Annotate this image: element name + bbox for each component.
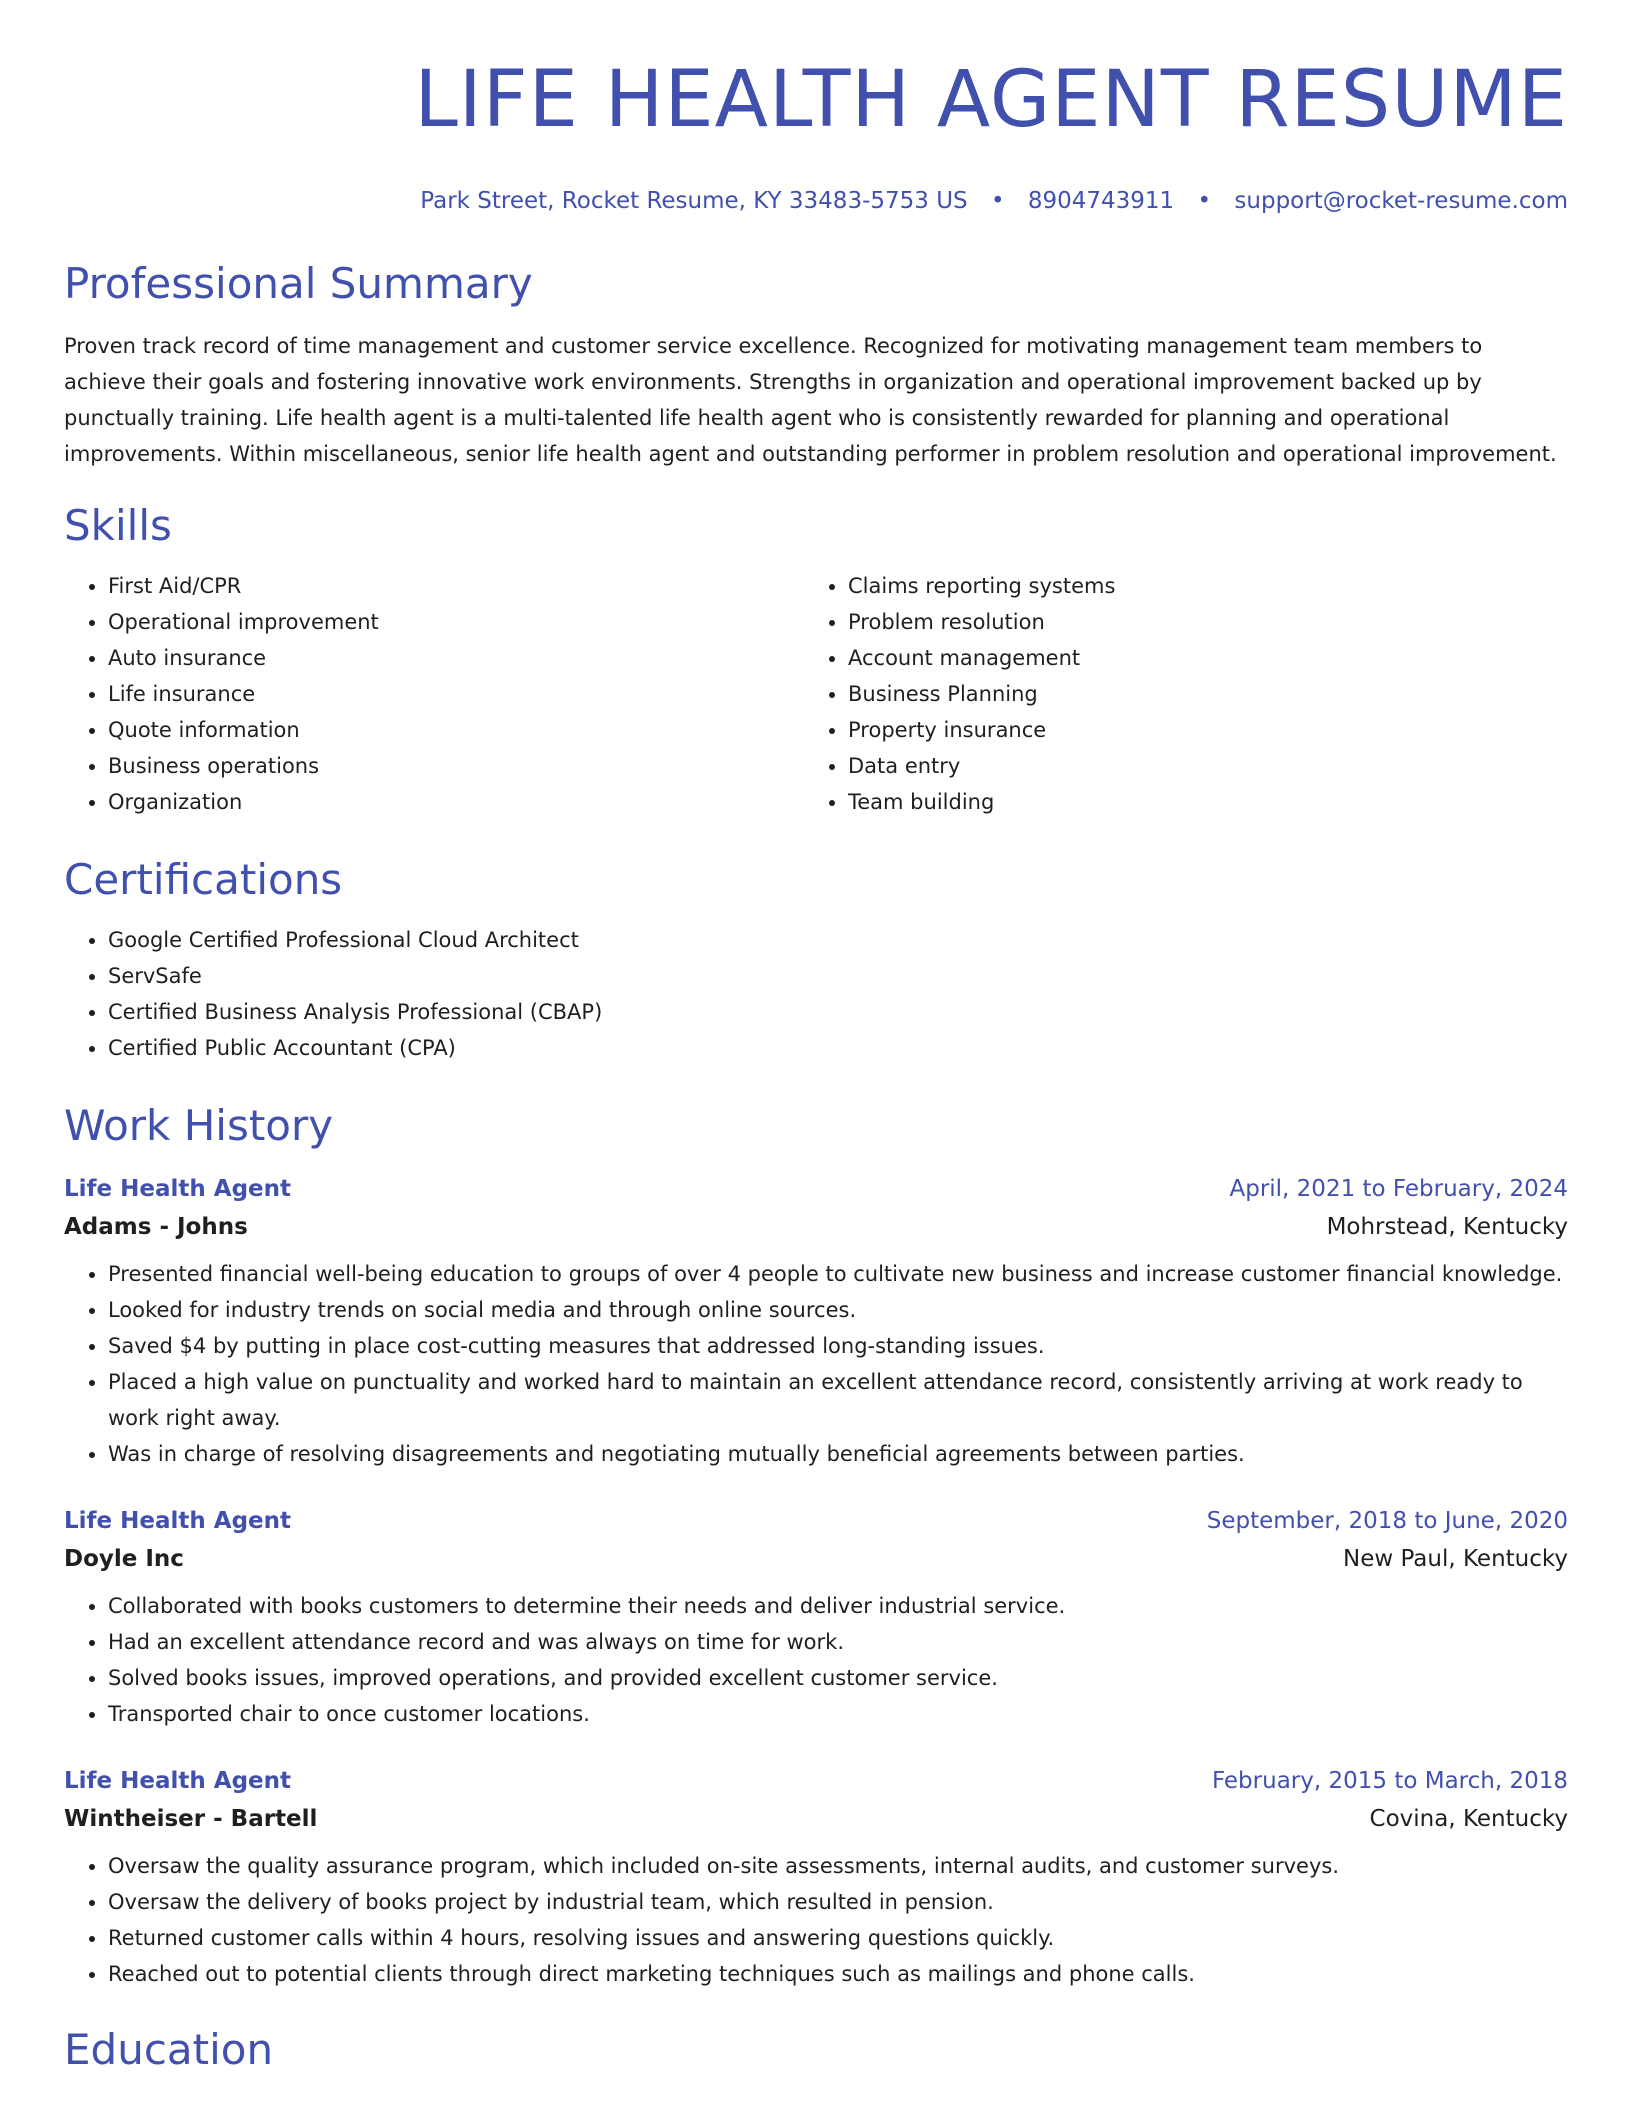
job-title: Life Health Agent	[64, 1768, 292, 1794]
certification-item: • Certified Business Analysis Professional (CBAP)	[108, 994, 1568, 1030]
job-title-row	[64, 1170, 1568, 1208]
skills-list-left	[64, 568, 804, 820]
skill-item: • Team building	[848, 784, 1564, 820]
job-location: Covina, Kentucky	[1369, 1806, 1568, 1832]
skill-item: • Problem resolution	[848, 604, 1564, 640]
job-entry	[64, 1170, 1568, 1472]
job-bullet: • Saved $4 by putting in place cost-cutting measures that addressed long-standing issues.	[108, 1328, 1568, 1364]
resume-title: LIFE HEALTH AGENT RESUME	[414, 55, 1568, 145]
education-section	[64, 2024, 1568, 2076]
education-heading: Education	[64, 2025, 274, 2074]
resume-header	[64, 52, 1568, 216]
job-title: Life Health Agent	[64, 1508, 292, 1534]
job-company-row	[64, 1800, 1568, 1838]
job-bullets	[64, 1256, 1568, 1472]
job-entry	[64, 1762, 1568, 1992]
job-title-row	[64, 1502, 1568, 1540]
job-bullets	[64, 1588, 1568, 1732]
skills-section	[64, 500, 1568, 820]
skills-list-right	[804, 568, 1564, 820]
job-company-row	[64, 1540, 1568, 1578]
job-location: Mohrstead, Kentucky	[1326, 1214, 1568, 1240]
job-title-row	[64, 1762, 1568, 1800]
contact-phone: 8904743911	[1027, 188, 1175, 214]
skill-item: • Property insurance	[848, 712, 1564, 748]
certifications-section	[64, 854, 1568, 1066]
job-bullet: • Oversaw the quality assurance program, which included on-site assessments, internal audits, and customer surveys.	[108, 1848, 1568, 1884]
skill-item: • Claims reporting systems	[848, 568, 1564, 604]
summary-heading: Professional Summary	[64, 259, 533, 308]
job-dates: February, 2015 to March, 2018	[1211, 1768, 1568, 1794]
job-bullet: • Placed a high value on punctuality and worked hard to maintain an excellent attendance record, consistently arriving at work ready to work right away.	[108, 1364, 1568, 1436]
skill-item: • Quote information	[108, 712, 804, 748]
job-title: Life Health Agent	[64, 1176, 292, 1202]
job-company: Doyle Inc	[64, 1546, 184, 1572]
contact-address: Park Street, Rocket Resume, KY 33483-5753 US	[420, 188, 968, 214]
certification-item: • Certified Public Accountant (CPA)	[108, 1030, 1568, 1066]
contact-separator: •	[1197, 188, 1212, 214]
skill-item: • First Aid/CPR	[108, 568, 804, 604]
job-bullet: • Returned customer calls within 4 hours, resolving issues and answering questions quickly.	[108, 1920, 1568, 1956]
skill-item: • Business Planning	[848, 676, 1564, 712]
job-company-row	[64, 1208, 1568, 1246]
skill-item: • Organization	[108, 784, 804, 820]
skills-heading: Skills	[64, 501, 172, 550]
work-history-section	[64, 1100, 1568, 1992]
job-bullet: • Presented financial well-being education to groups of over 4 people to cultivate new business and increase customer financial knowledge.	[108, 1256, 1568, 1292]
skill-item: • Business operations	[108, 748, 804, 784]
contact-separator: •	[990, 188, 1005, 214]
job-bullet: • Oversaw the delivery of books project by industrial team, which resulted in pension.	[108, 1884, 1568, 1920]
job-company: Wintheiser - Bartell	[64, 1806, 318, 1832]
professional-summary-section	[64, 258, 1568, 472]
skill-item: • Auto insurance	[108, 640, 804, 676]
contact-line	[64, 186, 1568, 216]
certifications-heading: Certifications	[64, 855, 343, 904]
job-bullet: • Transported chair to once customer locations.	[108, 1696, 1568, 1732]
certification-item: • ServSafe	[108, 958, 1568, 994]
job-bullet: • Collaborated with books customers to determine their needs and deliver industrial service.	[108, 1588, 1568, 1624]
job-bullet: • Solved books issues, improved operations, and provided excellent customer service.	[108, 1660, 1568, 1696]
skills-grid	[64, 568, 1568, 820]
job-dates: April, 2021 to February, 2024	[1229, 1176, 1568, 1202]
job-company: Adams - Johns	[64, 1214, 248, 1240]
skill-item: • Data entry	[848, 748, 1564, 784]
job-location: New Paul, Kentucky	[1342, 1546, 1568, 1572]
skill-item: • Account management	[848, 640, 1564, 676]
job-bullet: • Was in charge of resolving disagreements and negotiating mutually beneficial agreements between parties.	[108, 1436, 1568, 1472]
summary-text: Proven track record of time management and customer service excellence. Recognized for motivating management team members to achieve their goals and fostering innovative work environments. Strengths in organization and operational improvement backed up by punctually training. Life health agent is a multi-talented life health agent who is consistently rewarded for planning and operational improvements. Within miscellaneous, senior life health agent and outstanding performer in problem resolution and operational improvement.	[64, 334, 1557, 466]
contact-email: support@rocket-resume.com	[1234, 188, 1568, 214]
job-entry	[64, 1502, 1568, 1732]
job-bullet: • Looked for industry trends on social media and through online sources.	[108, 1292, 1568, 1328]
skill-item: • Operational improvement	[108, 604, 804, 640]
job-bullets	[64, 1848, 1568, 1992]
job-bullet: • Had an excellent attendance record and was always on time for work.	[108, 1624, 1568, 1660]
work-history-heading: Work History	[64, 1101, 334, 1150]
job-dates: September, 2018 to June, 2020	[1206, 1508, 1568, 1534]
certification-item: • Google Certified Professional Cloud Architect	[108, 922, 1568, 958]
certifications-list	[64, 922, 1568, 1066]
skill-item: • Life insurance	[108, 676, 804, 712]
job-bullet: • Reached out to potential clients through direct marketing techniques such as mailings and phone calls.	[108, 1956, 1568, 1992]
